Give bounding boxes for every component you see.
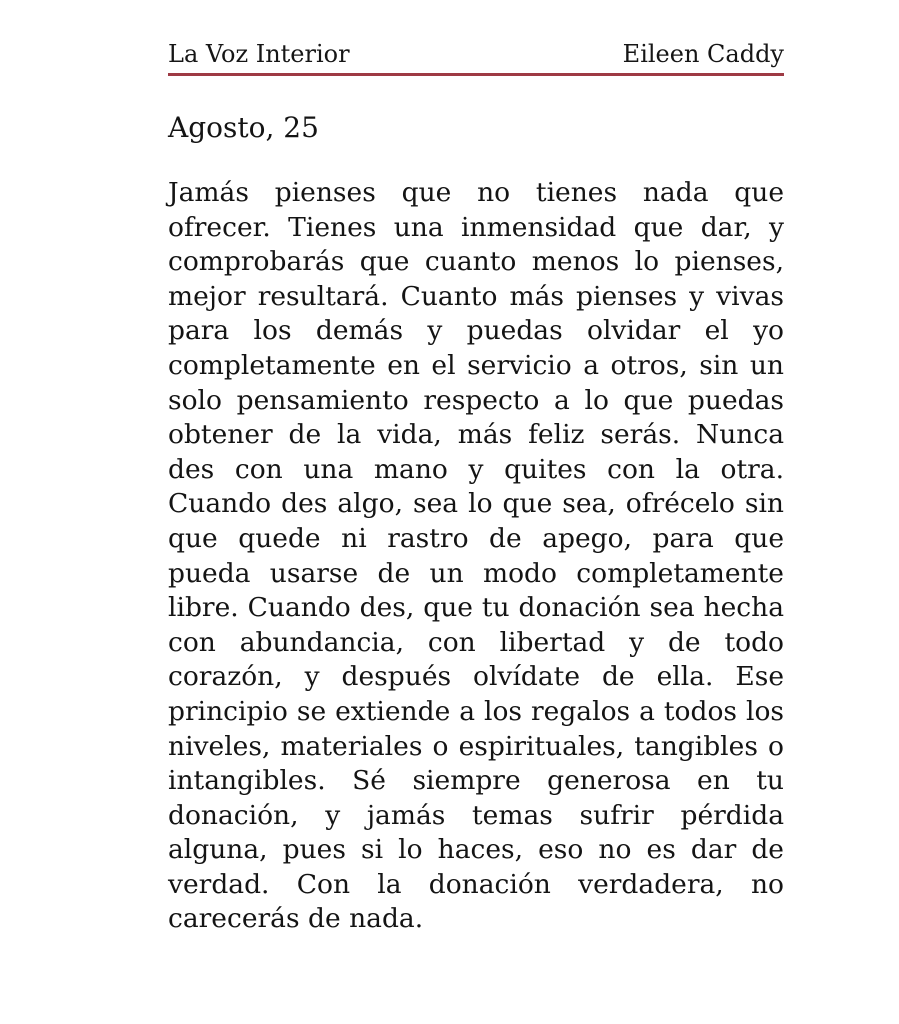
body-text: Jamás pienses que no tienes nada que ofrecer. Tienes una inmensidad que dar, y comprobarás que cuanto menos lo pienses, mejor resultará. Cuanto más pienses y vivas para los demás y puedas olvidar el yo completamente en el servicio a otros, sin un solo pensamiento respecto a lo que puedas obtener de la vida, más feliz serás. Nunca des con una mano y quites con la otra. Cuando des algo, sea lo que sea, ofrécelo sin que quede ni rastro de apego, para que pueda usarse de un modo completamente libre. Cuando des, que tu donación sea hecha con abundancia, con libertad y de todo corazón, y después olvídate de ella. Ese principio se extiende a los regalos a todos los niveles, materiales o espirituales, tangibles o intangibles. Sé siempre generosa en tu donación, y jamás temas sufrir pérdida alguna, pues si lo haces, eso no es dar de verdad. Con la donación verdadera, no carecerás de nada. — [168, 177, 784, 935]
running-header — [168, 0, 784, 67]
date-heading: Agosto, 25 — [168, 111, 319, 144]
author-name: Eileen Caddy — [622, 40, 784, 68]
header-rule — [168, 73, 784, 76]
page-content — [168, 0, 784, 937]
book-title: La Voz Interior — [168, 40, 350, 68]
